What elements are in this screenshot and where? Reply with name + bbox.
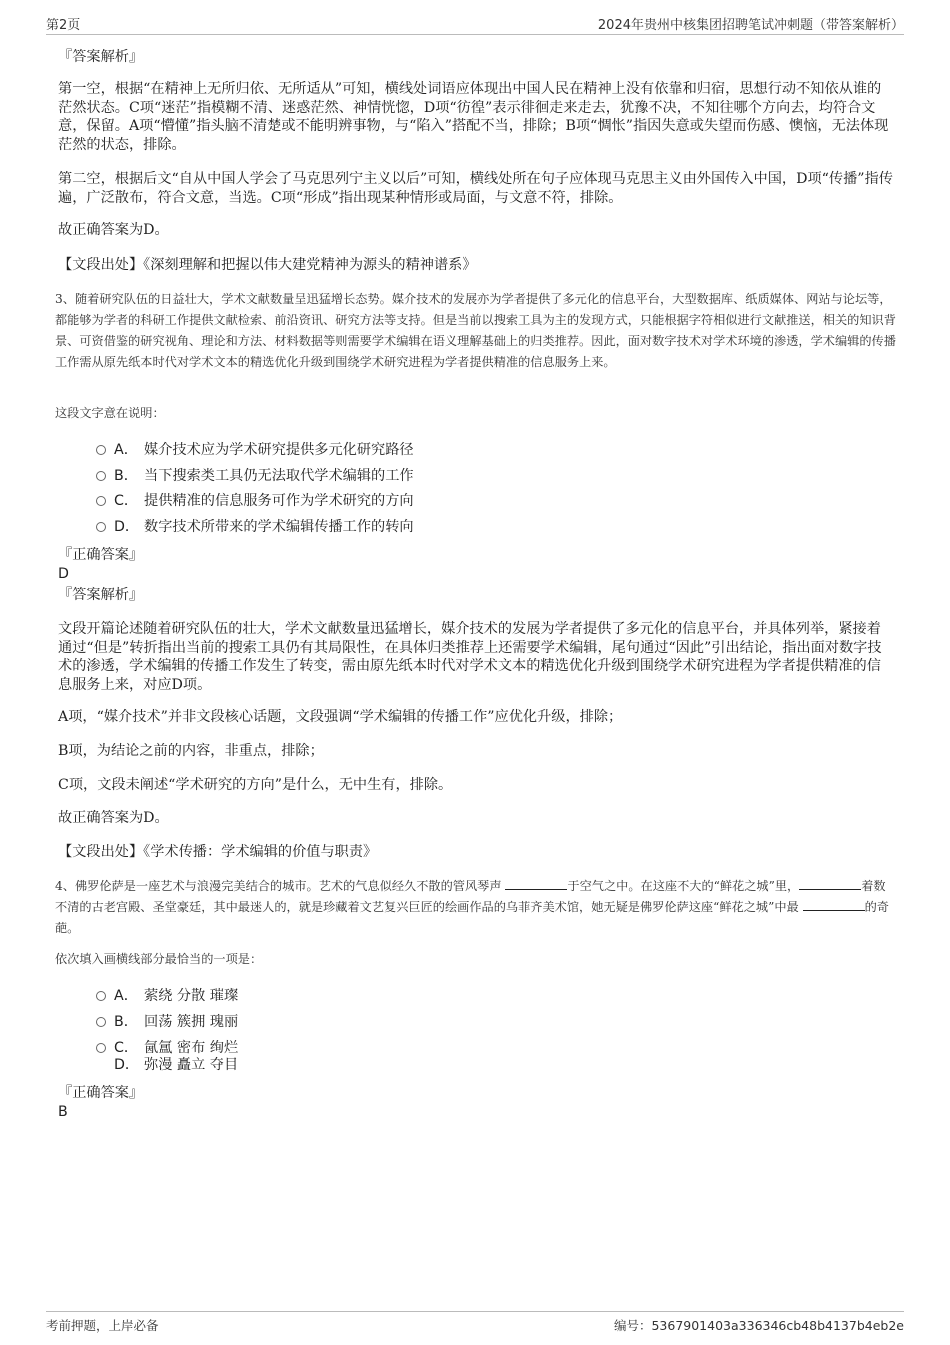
q4-option-d[interactable]	[96, 1055, 238, 1075]
radio-icon[interactable]	[96, 445, 106, 455]
q4-prompt: 依次填入画横线部分最恰当的一项是：	[55, 952, 263, 966]
fill-blank-3[interactable]	[803, 899, 865, 911]
option-letter: B．	[114, 1014, 138, 1030]
option-letter: C．	[114, 493, 139, 509]
option-letter: B．	[114, 468, 138, 484]
radio-icon[interactable]	[96, 496, 106, 506]
radio-icon[interactable]	[96, 1043, 106, 1053]
option-text: 弥漫 矗立 夺目	[144, 1057, 239, 1073]
fill-blank-2[interactable]	[799, 878, 861, 890]
option-letter: D．	[114, 1057, 140, 1073]
q3-answer-label: 『正确答案』	[58, 547, 144, 563]
radio-icon[interactable]	[96, 522, 106, 532]
q3-analysis-a: A项，“媒介技术”并非文段核心话题，文段强调“学术编辑的传播工作”应优化升级，排除；	[58, 709, 623, 725]
q4-option-a[interactable]	[96, 986, 238, 1006]
q3-option-c[interactable]	[96, 491, 414, 511]
q3-conclusion: 故正确答案为D。	[58, 810, 169, 826]
q4-answer-label: 『正确答案』	[58, 1085, 144, 1101]
q2-conclusion: 故正确答案为D。	[58, 222, 169, 238]
footer-code: 编号：5367901403a336346cb48b4137b4eb2e	[613, 1318, 904, 1333]
q2-source: 【文段出处】《深刻理解和把握以伟大建党精神为源头的精神谱系》	[58, 257, 477, 273]
q3-option-d[interactable]	[96, 517, 414, 537]
q3-prompt: 这段文字意在说明：	[55, 406, 165, 420]
q2-analysis-para1: 第一空，根据“在精神上无所归依、无所适从”可知，横线处词语应体现出中国人民在精神上没有依靠和归宿，思想行动不知依从谁的茫然状态。C项“迷茫”指模糊不清、迷惑茫然、神情恍惚，D项“彷徨”表示徘徊走来走去，犹豫不决，不知往哪个方向去，均符合文意，保留。A项“懵懂”指头脑不清楚或不能明辨事物，与“陷入”搭配不当，排除；B项“惆怅”指因失意或失望而伤感、懊恼，无法体现茫然的状态，排除。	[58, 81, 889, 153]
page-number: 第2页	[46, 18, 81, 33]
option-text: 当下搜索类工具仍无法取代学术编辑的工作	[144, 468, 414, 484]
q2-analysis-label: 『答案解析』	[58, 49, 144, 65]
q4-stem-part: 4、佛罗伦萨是一座艺术与浪漫完美结合的城市。艺术的气息似经久不散的管风琴声	[55, 879, 502, 893]
radio-icon[interactable]	[96, 991, 106, 1001]
q4-stem-part: 于空气之中。在这座不大的“鲜花之城”里，	[567, 879, 800, 893]
q3-option-b[interactable]	[96, 466, 414, 486]
option-text: 媒介技术应为学术研究提供多元化研究路径	[144, 442, 414, 458]
q3-answer: D	[58, 566, 69, 582]
q3-analysis: 文段开篇论述随着研究队伍的壮大，学术文献数量迅猛增长，媒介技术的发展为学者提供了多元化的信息平台，并具体列举，紧接着通过“但是”转折指出当前的搜索工具仍有其局限性，在具体归类推荐上还需要学术编辑，尾句通过“因此”引出结论，指出面对数字技术的渗透，学术编辑的传播工作发生了转变，需由原先纸本时代对学术文本的精选优化升级到围绕学术研究进程为学者提供精准的信息服务上来，对应D项。	[58, 621, 882, 693]
radio-icon[interactable]	[96, 1017, 106, 1027]
option-text: 萦绕 分散 璀璨	[144, 988, 239, 1004]
option-letter: A．	[114, 442, 138, 458]
option-text: 回荡 簇拥 瑰丽	[144, 1014, 239, 1030]
q3-stem: 3、随着研究队伍的日益壮大，学术文献数量呈迅猛增长态势。媒介技术的发展亦为学者提供了多元化的信息平台，大型数据库、纸质媒体、网站与论坛等，都能够为学者的科研工作提供文献检索、前沿资讯、研究方法等支持。但是当前以搜索工具为主的发现方式，只能根据字符相似进行文献推送，相关的知识背景、可资借鉴的研究视角、理论和方法、材料数据等则需要学术编辑在语义理解基础上的归类推荐。因此，面对数字技术对学术环境的渗透，学术编辑的传播工作需从原先纸本时代对学术文本的精选优化升级到围绕学术研究进程为学者提供精准的信息服务上来。	[55, 292, 896, 369]
option-text: 氤氲 密布 绚烂	[144, 1040, 239, 1056]
q3-analysis-label: 『答案解析』	[58, 587, 144, 603]
q4-stem-part: 着数不清的古老宫殿、圣堂豪廷，其中最迷人的，就是珍藏着文艺复兴巨匠的绘画作品的乌菲齐美术馆，她无疑是佛罗伦萨这座“鲜花之城”中最	[55, 879, 886, 914]
option-text: 数字技术所带来的学术编辑传播工作的转向	[144, 519, 414, 535]
option-letter: A．	[114, 988, 138, 1004]
q4-option-b[interactable]	[96, 1012, 238, 1032]
q3-analysis-c: C项，文段未阐述“学术研究的方向”是什么，无中生有，排除。	[58, 777, 453, 793]
page-header	[46, 12, 904, 35]
radio-icon[interactable]	[96, 471, 106, 481]
q4-answer: B	[58, 1104, 68, 1120]
page-footer	[46, 1311, 904, 1336]
footer-slogan: 考前押题，上岸必备	[46, 1318, 159, 1333]
fill-blank-1[interactable]	[505, 878, 567, 890]
document-title: 2024年贵州中核集团招聘笔试冲刺题（带答案解析）	[597, 18, 904, 33]
q3-analysis-b: B项，为结论之前的内容，非重点，排除；	[58, 743, 324, 759]
q4-stem-part: 的奇葩。	[55, 900, 889, 935]
q4-stem	[55, 876, 897, 939]
option-letter: D．	[114, 519, 140, 535]
q3-source: 【文段出处】《学术传播：学术编辑的价值与职责》	[58, 844, 378, 860]
option-text: 提供精准的信息服务可作为学术研究的方向	[144, 493, 414, 509]
q3-option-a[interactable]	[96, 440, 414, 460]
option-letter: C．	[114, 1040, 139, 1056]
q2-analysis-para2: 第二空，根据后文“自从中国人学会了马克思列宁主义以后”可知，横线处所在句子应体现马克思主义由外国传入中国，D项“传播”指传遍，广泛散布，符合文意，当选。C项“形成”指出现某种情形或局面，与文意不符，排除。	[58, 171, 893, 206]
